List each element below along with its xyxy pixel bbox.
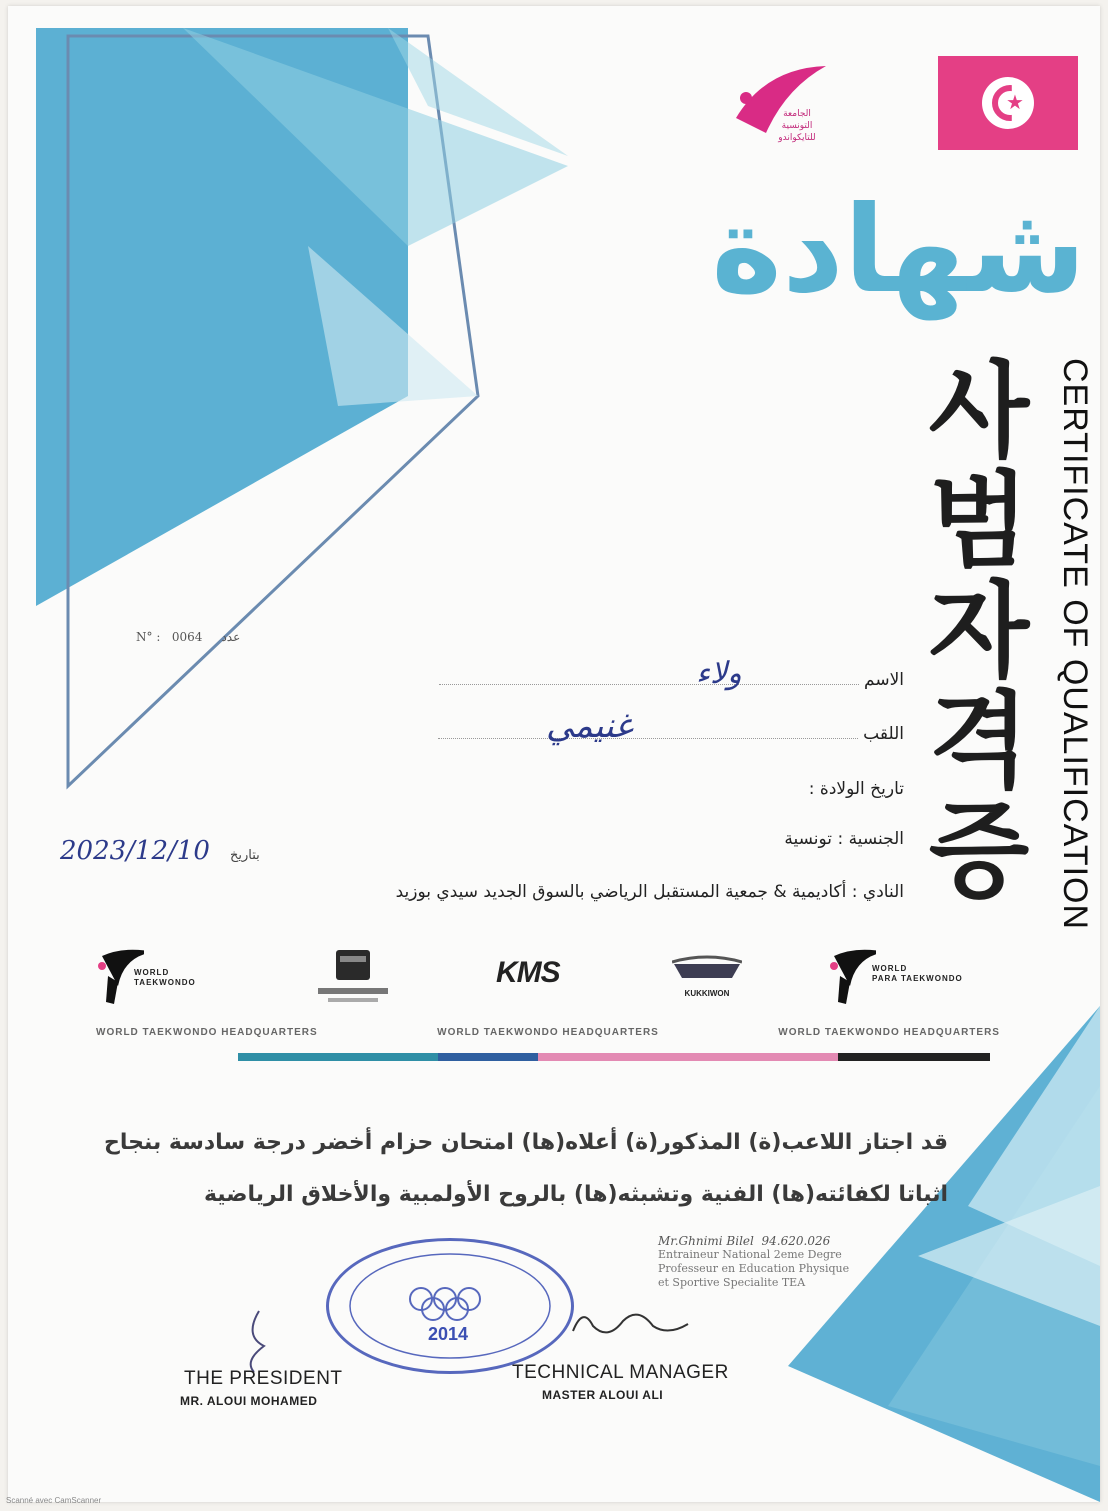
president-name: MR. ALOUI MOHAMED: [180, 1394, 318, 1408]
field-label: الاسم: [864, 670, 904, 690]
handwritten-first-name: ولاء: [696, 656, 742, 691]
handwritten-surname: غنيمي: [546, 706, 633, 746]
field-nationality: [784, 829, 904, 849]
field-label: الجنسية :: [837, 829, 904, 849]
headquarters-text: WORLD TAEKWONDO HEADQUARTERS: [778, 1027, 1000, 1038]
world-taekwondo-logo: [94, 946, 196, 1011]
date-label: بتاريخ: [230, 848, 260, 863]
scanner-watermark: Scanné avec CamScanner: [6, 1496, 102, 1505]
kukkiwon-logo: [672, 954, 742, 998]
manager-signature: [568, 1296, 698, 1346]
academy-building-icon: [308, 946, 398, 1006]
coach-line-1: Entraineur National 2eme Degre: [658, 1248, 842, 1261]
olympic-rings-icon: [329, 1241, 571, 1371]
federation-name: الجامعة التونسية للتايكواندو: [778, 109, 816, 143]
stripe-blue: [438, 1053, 538, 1061]
number-label-ar: عدد: [221, 630, 241, 644]
kms-text: KMS: [496, 956, 560, 989]
flag-disc: [982, 77, 1034, 129]
coach-name-line: [658, 1234, 849, 1248]
president-signature: [234, 1306, 284, 1376]
stripe-pink: [538, 1053, 838, 1061]
field-label: النادي :: [851, 882, 904, 902]
coach-line-2: Professeur en Education Physique: [658, 1262, 850, 1275]
field-label: اللقب: [863, 724, 904, 744]
logo-text: WORLD TAEKWONDO: [134, 968, 196, 987]
star-icon: ★: [1006, 90, 1024, 114]
coach-phone: 94.620.026: [761, 1234, 831, 1248]
field-surname: [438, 724, 904, 744]
field-birthdate: [809, 779, 904, 799]
coach-block: [658, 1234, 849, 1290]
tunisia-flag: [938, 56, 1078, 150]
kukkiwon-text: KUKKIWON: [684, 989, 730, 998]
logo-text: WORLD PARA TAEKWONDO: [872, 964, 963, 983]
coach-line-3: et Sportive Specialite TEA: [658, 1276, 806, 1289]
president-title: THE PRESIDENT: [184, 1368, 343, 1389]
academy-logo: [308, 946, 398, 1011]
world-para-taekwondo-logo: [826, 946, 963, 1011]
body-line-1: قد اجتاز اللاعب(ة) المذكور(ة) أعلاه(ها) امتحان حزام أخضر درجة سادسة بنجاح: [104, 1130, 948, 1155]
stripe-teal: [238, 1053, 438, 1061]
field-line: [438, 724, 858, 739]
stripe-black: [838, 1053, 990, 1061]
kms-logo: [496, 956, 560, 990]
title-arabic: شهادة: [711, 181, 1086, 320]
headquarters-text: WORLD TAEKWONDO HEADQUARTERS: [437, 1027, 659, 1038]
coach-name: Mr.Ghnimi Bilel: [658, 1234, 754, 1248]
body-line-2: اثباتا لكفائته(ها) الفنية وتشبثه(ها) بالروح الأولمبية والأخلاق الرياضية: [203, 1182, 948, 1207]
number-value: 0064: [171, 630, 203, 644]
headquarters-row: [96, 1027, 1000, 1038]
field-club: [396, 882, 904, 902]
kukkiwon-roof-icon: [672, 954, 742, 984]
handwritten-date: 2023/12/10: [60, 836, 210, 866]
field-line: [439, 670, 859, 685]
title-korean: 사범자격증: [928, 350, 1030, 912]
field-label: تاريخ الولادة :: [808, 779, 904, 799]
field-value: أكاديمية & جمعية المستقبل الرياضي بالسوق الجديد سيدي بوزيد: [395, 882, 847, 902]
manager-name: MASTER ALOUI ALI: [542, 1388, 664, 1402]
club-stamp: [326, 1238, 574, 1374]
manager-title: TECHNICAL MANAGER: [512, 1362, 729, 1383]
stamp-year: 2014: [428, 1324, 469, 1344]
certificate-number: [136, 630, 240, 644]
field-name: [439, 670, 904, 690]
headquarters-text: WORLD TAEKWONDO HEADQUARTERS: [96, 1027, 318, 1038]
certificate-page: [8, 6, 1100, 1502]
para-taekwondo-logo-icon: [826, 946, 876, 1006]
field-value: تونسية: [784, 829, 833, 849]
title-english: CERTIFICATE OF QUALIFICATION: [1056, 358, 1094, 931]
number-label-en: N° :: [136, 630, 161, 644]
